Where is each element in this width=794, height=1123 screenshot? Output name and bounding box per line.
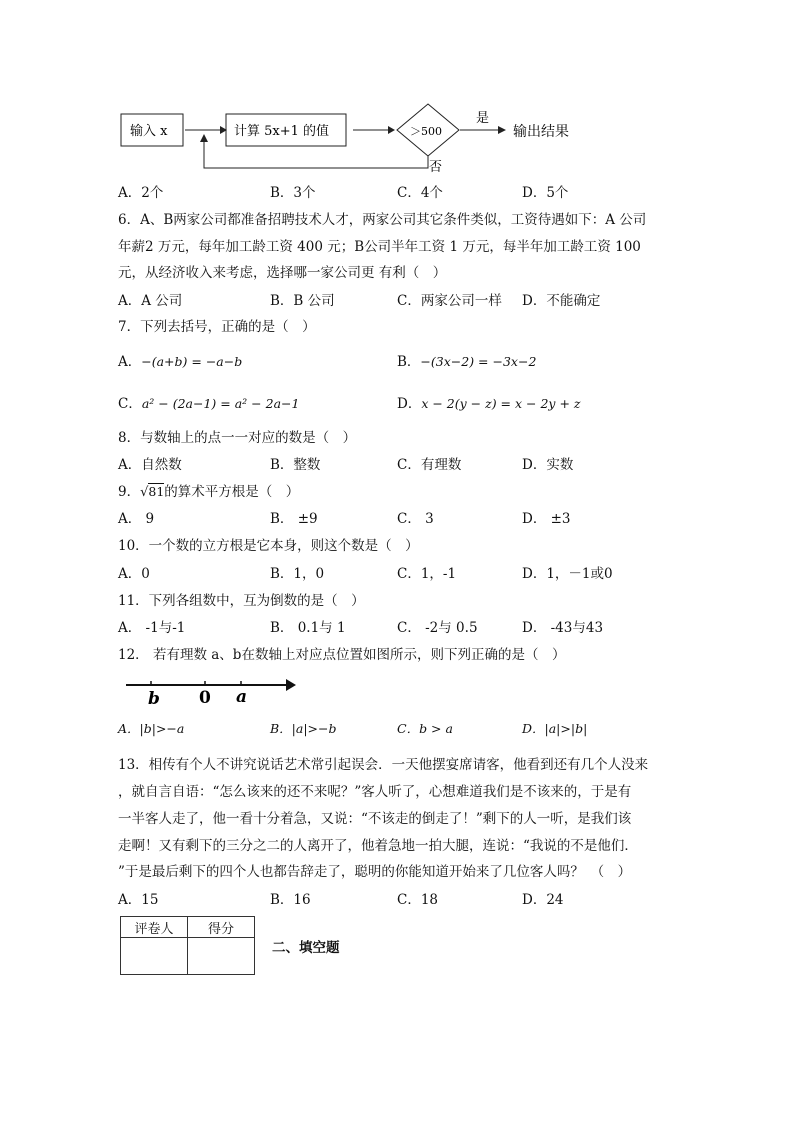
flow-loop-line — [204, 140, 428, 168]
q8-option-b: B．整数 — [270, 457, 321, 473]
flow-output-text: 输出结果 — [513, 124, 569, 140]
flow-no-text: 否 — [429, 160, 443, 175]
q7-option-b-label: B． — [397, 354, 421, 370]
q7-option-d — [397, 395, 580, 413]
q12-option-d: D．|a|>|b| — [522, 721, 588, 736]
q13-option-c: C．18 — [397, 892, 439, 908]
flow-yes-text: 是 — [476, 111, 490, 126]
q7-option-c — [118, 395, 299, 413]
q13-option-a: A．15 — [118, 892, 159, 908]
q7-option-b-math: −(3x−2) = −3x−2 — [420, 354, 537, 369]
q5-option-b: B．3个 — [270, 185, 316, 201]
q13-line-3: 一半客人走了，他一看十分着急，又说：“不该走的倒走了！”剩下的人一听，是我们该 — [118, 811, 632, 827]
q5-option-d: D．5个 — [522, 185, 569, 201]
q6-line-3: 元，从经济收入来考虑，选择哪一家公司更 有利（ ） — [118, 265, 447, 281]
q12-option-a: A．|b|>−a — [118, 721, 185, 736]
q13-line-4: 走啊！又有剩下的三分之二的人离开了，他着急地一拍大腿，连说：“我说的不是他们． — [118, 838, 638, 854]
q7-option-c-label: C． — [118, 396, 142, 412]
score-table — [120, 916, 255, 975]
flow-arrowhead-2 — [388, 126, 395, 134]
q6-option-b: B．B 公司 — [270, 293, 335, 309]
q7-option-a — [118, 353, 242, 371]
reviewer-header: 评卷人 — [121, 917, 188, 938]
q10-option-a: A．0 — [118, 566, 150, 582]
q10-stem: 10．一个数的立方根是它本身，则这个数是（ ） — [118, 538, 419, 554]
q10-option-d: D．1，－1或0 — [522, 566, 613, 582]
flow-arrowhead-loop — [200, 134, 208, 142]
q10-option-c: C．1，-1 — [397, 566, 457, 582]
score-table-blank-row — [121, 938, 255, 975]
q7-stem: 7．下列去括号，正确的是（ ） — [118, 319, 316, 335]
flow-decision-text: ＞500 — [410, 125, 442, 138]
q6-option-a: A．A 公司 — [118, 293, 183, 309]
q6-line-2: 年薪2 万元，每年加工龄工资 400 元；B公司半年工资 1 万元，每半年加工龄工资 100 — [118, 239, 641, 255]
number-line — [120, 672, 310, 708]
flow-compute-text: 计算 5x+1 的值 — [234, 124, 330, 139]
q13-option-d: D．24 — [522, 892, 564, 908]
q7-option-b — [397, 353, 536, 371]
tick-label-0: 0 — [199, 688, 211, 708]
score-cell[interactable] — [188, 938, 255, 975]
score-table-header-row — [121, 917, 255, 938]
q12-option-b: B．|a|>−b — [270, 721, 337, 736]
q8-option-c: C．有理数 — [397, 457, 462, 473]
q8-option-d: D．实数 — [522, 457, 574, 473]
section-title: 二、填空题 — [272, 940, 340, 956]
q8-option-a: A．自然数 — [118, 457, 182, 473]
q11-option-a: A． -1与-1 — [118, 620, 186, 636]
q5-option-a: A．2个 — [118, 185, 164, 201]
q9-stem — [118, 483, 299, 502]
q9-radicand: 81 — [148, 484, 165, 499]
q11-stem: 11．下列各组数中，互为倒数的是（ ） — [118, 593, 365, 609]
q9-suffix: 的算术平方根是（ ） — [164, 484, 300, 500]
q7-option-a-label: A． — [118, 354, 142, 370]
q9-option-d: D． ±3 — [522, 511, 571, 527]
q7-option-c-math: a² − (2a−1) = a² − 2a−1 — [141, 396, 300, 411]
q13-line-2: ，就自言自语：“怎么该来的还不来呢？”客人听了，心想难道我们是不该来的，于是有 — [118, 784, 632, 800]
q8-stem: 8．与数轴上的点一一对应的数是（ ） — [118, 430, 357, 446]
tick-label-b: b — [148, 689, 160, 708]
q11-option-d: D． -43与43 — [522, 620, 604, 636]
q10-option-b: B．1，0 — [270, 566, 325, 582]
q9-option-c: C． 3 — [397, 511, 434, 527]
q9-option-a: A． 9 — [118, 511, 155, 527]
q12-option-c: C．b > a — [397, 721, 453, 736]
q6-line-1: 6．A、B两家公司都准备招聘技术人才，两家公司其它条件类似，工资待遇如下：A 公司 — [118, 212, 647, 228]
q12-stem: 12． 若有理数 a、b在数轴上对应点位置如图所示，则下列正确的是（ ） — [118, 647, 566, 663]
q11-option-c: C． -2与 0.5 — [397, 620, 478, 636]
q6-option-c: C．两家公司一样 — [397, 293, 502, 309]
reviewer-cell[interactable] — [121, 938, 188, 975]
q13-option-b: B．16 — [270, 892, 311, 908]
q9-prefix: 9． — [118, 484, 141, 500]
q9-option-b: B． ±9 — [270, 511, 318, 527]
tick-label-a: a — [236, 687, 248, 707]
q13-line-5: ”于是最后剩下的四个人也都告辞走了，聪明的你能知道开始来了几位客人吗？ （ ） — [118, 864, 632, 880]
flow-arrowhead-yes — [498, 126, 506, 134]
q6-option-d: D．不能确定 — [522, 293, 601, 309]
flow-input-text: 输入 x — [130, 124, 168, 139]
score-header: 得分 — [188, 917, 255, 938]
sqrt-icon: √ — [140, 485, 149, 500]
number-line-arrowhead — [286, 679, 296, 691]
flowchart — [110, 100, 610, 180]
q7-option-d-label: D． — [397, 396, 422, 412]
q11-option-b: B． 0.1与 1 — [270, 620, 346, 636]
q5-option-c: C．4个 — [397, 185, 443, 201]
q13-line-1: 13．相传有个人不讲究说话艺术常引起误会．一天他摆宴席请客，他看到还有几个人没来 — [118, 757, 649, 773]
q7-option-a-math: −(a+b) = −a−b — [141, 354, 243, 369]
q7-option-d-math: x − 2(y − z) = x − 2y + z — [421, 396, 581, 411]
